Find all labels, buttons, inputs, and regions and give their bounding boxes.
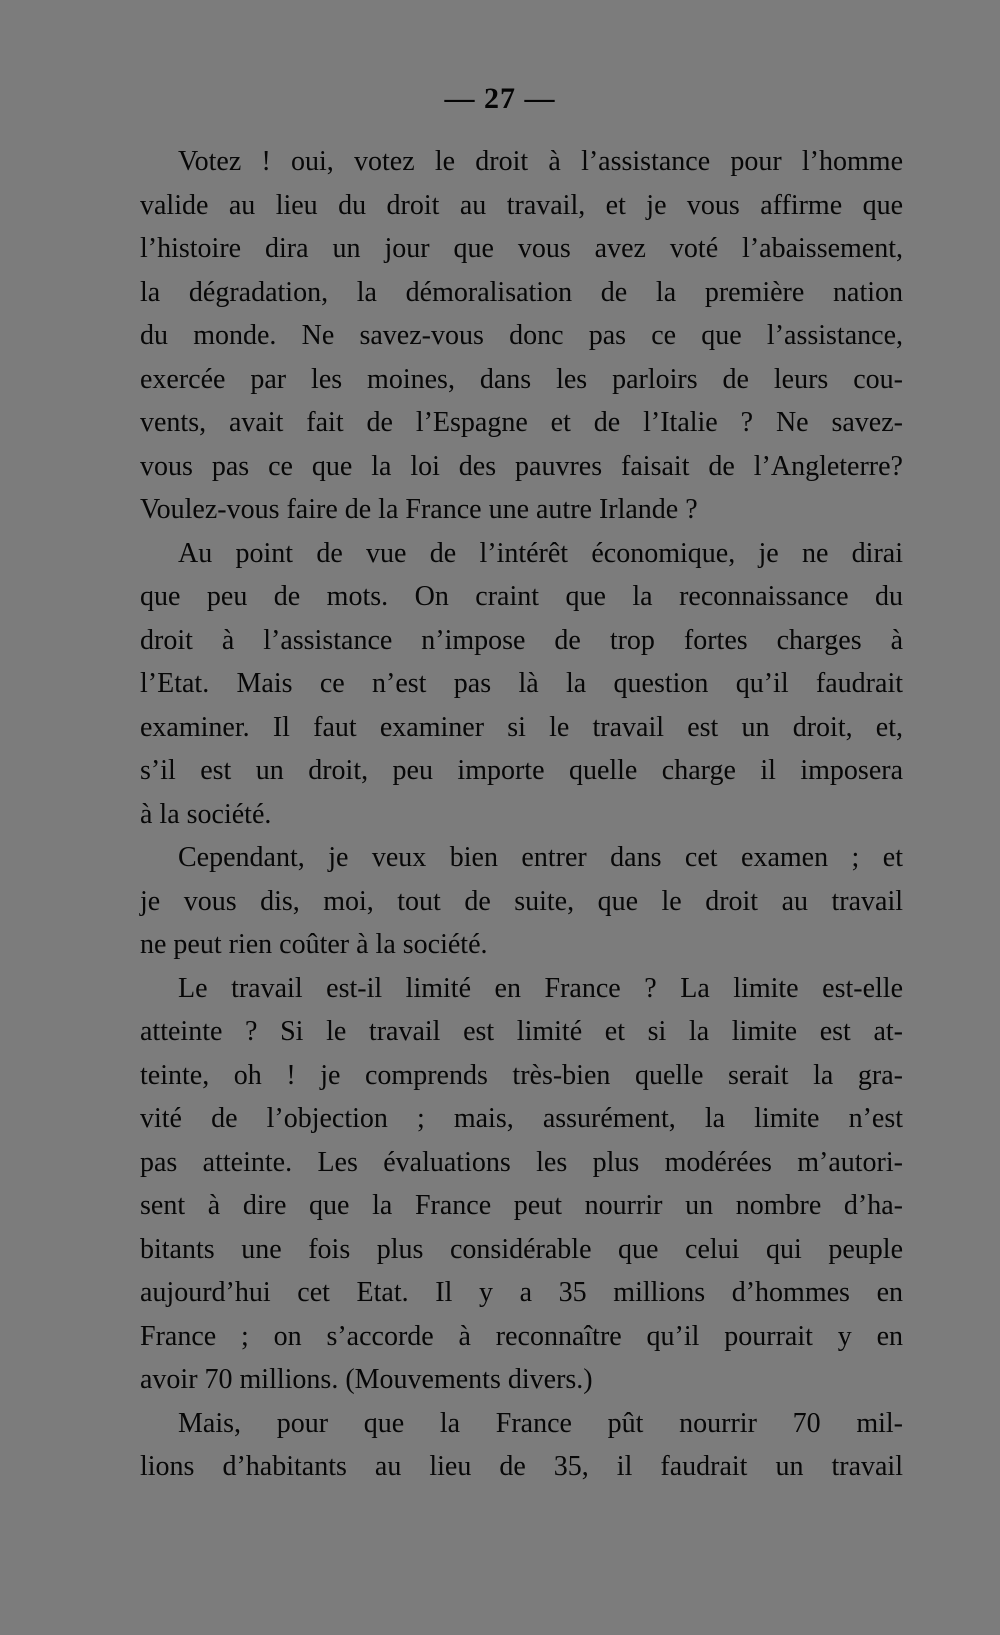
- page-number: — 27 —: [444, 82, 556, 115]
- text-line: Le travail est-il limité en France ? La limite est-elle: [178, 972, 903, 1004]
- text-line: exercée par les moines, dans les parloirs de leurs cou-: [140, 363, 903, 395]
- text-line: lions d’habitants au lieu de 35, il faudrait un travail: [140, 1451, 903, 1482]
- text-line: atteinte ? Si le travail est limité et si la limite est at-: [140, 1016, 903, 1047]
- text-line: Cependant, je veux bien entrer dans cet examen ; et: [178, 842, 903, 873]
- text-line: pas atteinte. Les évaluations les plus modérées m’autori-: [140, 1146, 903, 1178]
- text-line: bitants une fois plus considérable que celui qui peuple: [140, 1233, 903, 1265]
- text-line: examiner. Il faut examiner si le travail est un droit, et,: [140, 711, 903, 743]
- text-line: valide au lieu du droit au travail, et je vous affirme que: [140, 189, 903, 221]
- text-line: sent à dire que la France peut nourrir un nombre d’ha-: [140, 1190, 903, 1221]
- text-line: à la société.: [140, 798, 272, 830]
- text-line: la dégradation, la démoralisation de la première nation: [140, 276, 903, 308]
- text-line: que peu de mots. On craint que la reconnaissance du: [140, 581, 903, 612]
- text-line: Voulez-vous faire de la France une autre Irlande ?: [140, 494, 698, 525]
- text-line: Votez ! oui, votez le droit à l’assistance pour l’homme: [178, 146, 903, 177]
- text-line: France ; on s’accorde à reconnaître qu’il pourrait y en: [140, 1320, 903, 1352]
- text-line: Mais, pour que la France pût nourrir 70 mil-: [178, 1407, 903, 1439]
- text-line: s’il est un droit, peu importe quelle charge il imposera: [140, 755, 903, 786]
- text-line: droit à l’assistance n’impose de trop fortes charges à: [140, 624, 903, 656]
- text-line: je vous dis, moi, tout de suite, que le droit au travail: [140, 885, 903, 917]
- text-line: du monde. Ne savez-vous donc pas ce que l’assistance,: [140, 320, 903, 351]
- body-text: [140, 140, 903, 1489]
- text-line: vité de l’objection ; mais, assurément, la limite n’est: [140, 1103, 903, 1134]
- text-line: aujourd’hui cet Etat. Il y a 35 millions d’hommes en: [140, 1277, 903, 1308]
- text-line: l’Etat. Mais ce n’est pas là la question qu’il faudrait: [140, 668, 903, 699]
- text-line: vents, avait fait de l’Espagne et de l’Italie ? Ne savez-: [140, 407, 903, 438]
- text-line: l’histoire dira un jour que vous avez voté l’abaissement,: [140, 233, 903, 264]
- text-line: Au point de vue de l’intérêt économique, je ne dirai: [178, 537, 903, 569]
- text-line: avoir 70 millions. (Mouvements divers.): [140, 1364, 593, 1395]
- text-line: teinte, oh ! je comprends très-bien quelle serait la gra-: [140, 1059, 903, 1091]
- text-line: ne peut rien coûter à la société.: [140, 929, 488, 960]
- text-line: vous pas ce que la loi des pauvres faisait de l’Angleterre?: [140, 450, 903, 482]
